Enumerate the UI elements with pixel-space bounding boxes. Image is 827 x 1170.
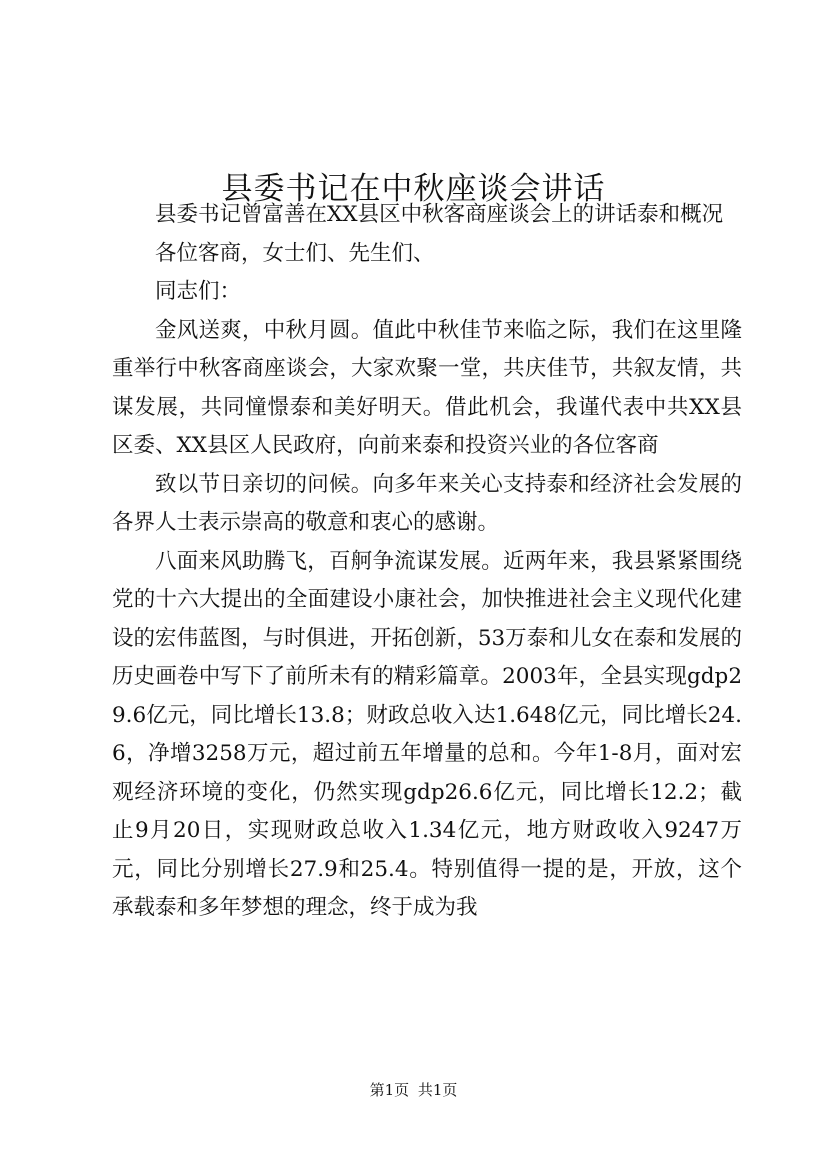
paragraph-salutation: 各位客商，女士们、先生们、 [155,240,435,266]
page-number: 第1页 [369,1081,410,1099]
page-footer [0,1079,827,1101]
paragraph-development: 八面来风助腾飞，百舸争流谋发展。近两年来，我县紧紧围绕党的十六大提出的全面建设小康社会，加快推进社会主义现代化建设的宏伟蓝图，与时俱进，开拓创新，53万泰和儿女在泰和发展的历史画卷中写下了前所未有的精彩篇章。2003年，全县实现gdp29.6亿元，同比增长13.8；财政总收入达1.648亿元，同比增长24.6，净增3258万元，超过前五年增量的总和。今年1-8月，面对宏观经济环境的变化，仍然实现gdp26.6亿元，同比增长12.2；截止9月20日，实现财政总收入1.34亿元，地方财政收入9247万元，同比分别增长27.9和25.4。特别值得一提的是，开放，这个承载泰和多年梦想的理念，终于成为我 [112,548,742,920]
page-total: 共1页 [417,1081,458,1099]
page-title: 县委书记在中秋座谈会讲话 [221,170,606,207]
paragraph-salutation-comrades: 同志们： [155,279,242,304]
paragraph-intro: 县委书记曾富善在XX县区中秋客商座谈会上的讲话泰和概况 [155,202,724,227]
document-body [112,196,742,928]
paragraph-greeting: 金风送爽，中秋月圆。值此中秋佳节来临之际，我们在这里隆重举行中秋客商座谈会，大家欢聚一堂，共庆佳节，共叙友情，共谋发展，共同憧憬泰和美好明天。借此机会，我谨代表中共XX县区委、XX县区人民政府，向前来泰和投资兴业的各位客商 [112,317,742,458]
paragraph-thanks: 致以节日亲切的问候。向多年来关心支持泰和经济社会发展的各界人士表示崇高的敬意和衷心的感谢。 [112,471,742,535]
